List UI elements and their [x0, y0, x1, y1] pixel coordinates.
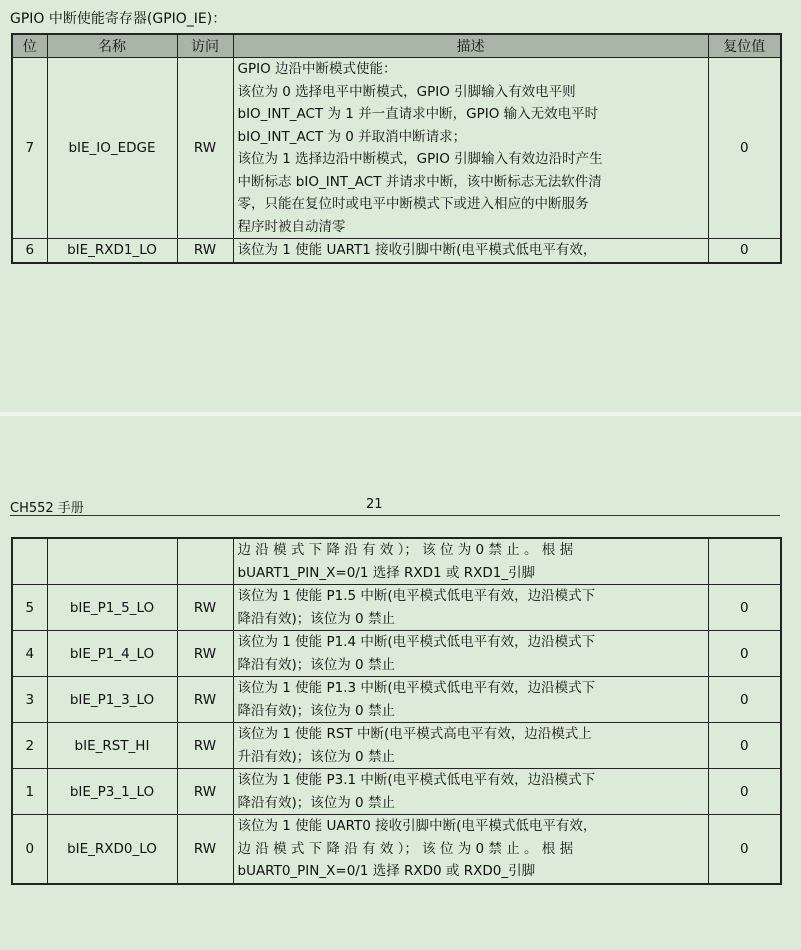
description-line: GPIO 边沿中断模式使能： [237, 61, 397, 77]
description-cell [233, 723, 708, 769]
description-line: bIO_INT_ACT 为 0 并取消中断请求； [237, 128, 467, 145]
name-cell: bIE_RST_HI [47, 723, 177, 769]
access-cell: RW [177, 585, 233, 631]
header-description: 描述 [233, 34, 708, 58]
description-cell [233, 538, 708, 585]
description-line: 该位为 1 使能 UART0 接收引脚中断(电平模式低电平有效， [237, 818, 597, 834]
description-line: bIO_INT_ACT 为 1 并一直请求中断，GPIO 输入无效电平时 [237, 106, 599, 122]
access-cell: RW [177, 815, 233, 884]
access-cell: RW [177, 677, 233, 723]
description-line: 该位为 1 使能 P1.3 中断(电平模式低电平有效，边沿模式下 [237, 680, 596, 696]
description-line: 降沿有效)；该位为 0 禁止 [237, 702, 395, 719]
access-cell: RW [177, 631, 233, 677]
description-line: 中断标志 bIO_INT_ACT 并请求中断，该中断标志无法软件清 [237, 173, 602, 190]
header-name: 名称 [47, 34, 177, 58]
description-line: 该位为 1 选择边沿中断模式，GPIO 引脚输入有效边沿时产生 [237, 151, 603, 167]
access-cell: RW [177, 769, 233, 815]
access-cell: RW [177, 58, 233, 239]
description-cell [233, 239, 708, 263]
register-table-part1 [11, 33, 782, 264]
table-row [12, 723, 781, 769]
name-cell [47, 538, 177, 585]
name-cell: bIE_P1_3_LO [47, 677, 177, 723]
description-cell [233, 815, 708, 884]
description-line: bUART0_PIN_X=0/1 选择 RXD0 或 RXD0_引脚 [237, 863, 536, 879]
name-cell: bIE_P1_5_LO [47, 585, 177, 631]
table-row [12, 631, 781, 677]
table-row [12, 58, 781, 239]
bit-cell: 7 [12, 58, 47, 239]
description-line: 程序时被自动清零 [237, 218, 346, 235]
description-cell [233, 677, 708, 723]
bit-cell [12, 538, 47, 585]
description-line: 边 沿 模 式 下 降 沿 有 效 ）； 该 位 为 0 禁 止 。 根 据 [237, 542, 574, 558]
bit-cell: 6 [12, 239, 47, 263]
description-cell [233, 585, 708, 631]
access-cell: RW [177, 239, 233, 263]
table-header-row [12, 34, 781, 58]
description-cell [233, 631, 708, 677]
manual-name: CH552 手册 [10, 501, 84, 516]
access-cell: RW [177, 723, 233, 769]
header-access: 访问 [177, 34, 233, 58]
description-cell [233, 769, 708, 815]
table-row [12, 538, 781, 585]
reset-value-cell [708, 538, 781, 585]
description-line: 该位为 1 使能 P1.4 中断(电平模式低电平有效，边沿模式下 [237, 634, 596, 650]
bit-cell: 0 [12, 815, 47, 884]
name-cell: bIE_IO_EDGE [47, 58, 177, 239]
access-cell [177, 538, 233, 585]
register-caption: GPIO 中断使能寄存器(GPIO_IE)： [10, 11, 227, 27]
reset-value-cell: 0 [708, 677, 781, 723]
name-cell: bIE_RXD0_LO [47, 815, 177, 884]
description-line: 该位为 0 选择电平中断模式，GPIO 引脚输入有效电平则 [237, 83, 576, 100]
header-bit: 位 [12, 34, 47, 58]
name-cell: bIE_P3_1_LO [47, 769, 177, 815]
description-line: 该位为 1 使能 RST 中断(电平模式高电平有效，边沿模式上 [237, 726, 592, 742]
register-table-part2 [11, 537, 782, 885]
description-line: 该位为 1 使能 UART1 接收引脚中断(电平模式低电平有效， [237, 242, 597, 258]
description-line: 边 沿 模 式 下 降 沿 有 效 ）； 该 位 为 0 禁 止 。 根 据 [237, 840, 574, 857]
table-row [12, 677, 781, 723]
reset-value-cell: 0 [708, 769, 781, 815]
reset-value-cell: 0 [708, 723, 781, 769]
description-cell [233, 58, 708, 239]
name-cell: bIE_P1_4_LO [47, 631, 177, 677]
table-row [12, 239, 781, 263]
reset-value-cell: 0 [708, 58, 781, 239]
table-row [12, 769, 781, 815]
bit-cell: 5 [12, 585, 47, 631]
reset-value-cell: 0 [708, 239, 781, 263]
description-line: 降沿有效)；该位为 0 禁止 [237, 656, 395, 673]
reset-value-cell: 0 [708, 631, 781, 677]
bit-cell: 2 [12, 723, 47, 769]
description-line: 零，只能在复位时或电平中断模式下或进入相应的中断服务 [237, 196, 589, 212]
page-break-band [0, 412, 801, 416]
description-line: bUART1_PIN_X=0/1 选择 RXD1 或 RXD1_引脚 [237, 564, 536, 581]
bit-cell: 1 [12, 769, 47, 815]
description-line: 该位为 1 使能 P1.5 中断(电平模式低电平有效，边沿模式下 [237, 588, 596, 604]
reset-value-cell: 0 [708, 585, 781, 631]
table-row [12, 585, 781, 631]
description-line: 该位为 1 使能 P3.1 中断(电平模式低电平有效，边沿模式下 [237, 772, 596, 788]
description-line: 升沿有效)；该位为 0 禁止 [237, 748, 395, 765]
name-cell: bIE_RXD1_LO [47, 239, 177, 263]
bit-cell: 4 [12, 631, 47, 677]
description-line: 降沿有效)；该位为 0 禁止 [237, 794, 395, 811]
page-number: 21 [366, 497, 383, 512]
footer-divider [10, 515, 780, 516]
description-line: 降沿有效)；该位为 0 禁止 [237, 610, 395, 627]
header-reset-value: 复位值 [708, 34, 781, 58]
reset-value-cell: 0 [708, 815, 781, 884]
bit-cell: 3 [12, 677, 47, 723]
table-row [12, 815, 781, 884]
